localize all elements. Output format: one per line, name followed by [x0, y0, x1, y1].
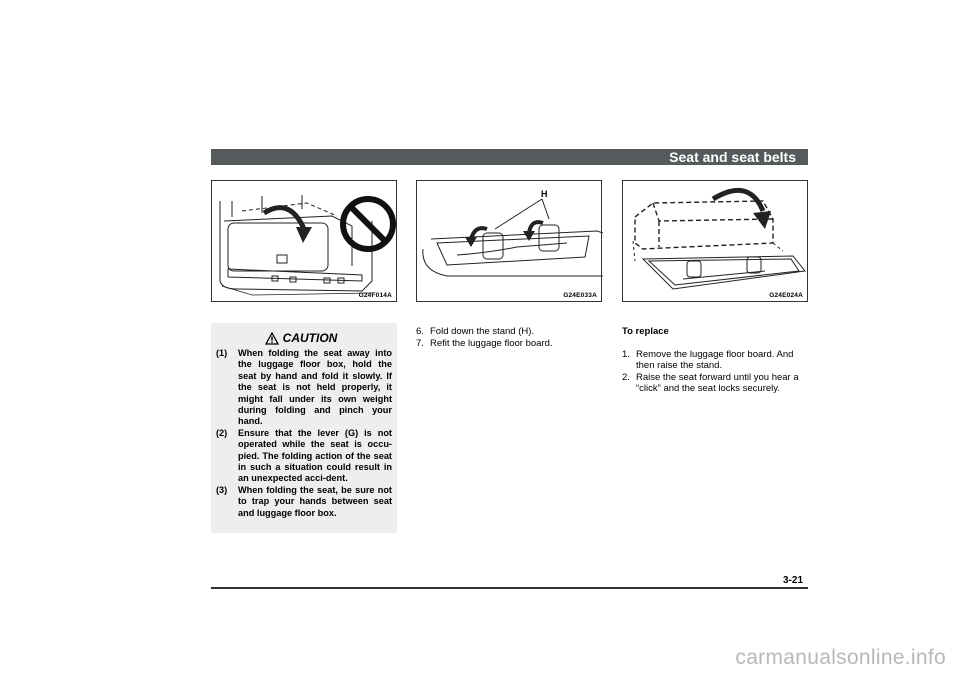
caution-item-number: (1) [216, 348, 228, 358]
fold-seat-illustration [212, 181, 398, 303]
step-number: 2. [622, 371, 630, 383]
step-number: 6. [416, 326, 424, 337]
watermark-link[interactable]: carmanualsonline.info [735, 646, 946, 669]
step-item [416, 326, 602, 338]
step-text: Remove the luggage floor board. And then raise the stand. [636, 348, 794, 372]
replace-heading: To replace [622, 326, 669, 337]
footer-rule [211, 587, 808, 589]
figure-code: G24E033A [563, 292, 597, 299]
caution-list [216, 348, 392, 519]
caution-item [216, 428, 392, 485]
caution-item [216, 485, 392, 519]
step-list [416, 326, 602, 349]
caution-title: CAUTION [282, 331, 338, 345]
caution-header [210, 331, 392, 345]
figure-fold-seat-prohibited [211, 180, 397, 302]
step-item [622, 349, 812, 372]
fold-stand-instructions [416, 326, 602, 349]
step-item [416, 338, 602, 350]
stand-illustration [417, 181, 603, 303]
step-item [622, 372, 812, 395]
figure-code: G24E024A [769, 292, 803, 299]
step-text: Refit the luggage floor board. [430, 337, 553, 349]
caution-box [211, 323, 397, 533]
page-number: 3-21 [783, 575, 804, 586]
step-text: Raise the seat forward until you hear a “click” and the seat locks securely. [636, 371, 799, 395]
step-number: 1. [622, 348, 630, 360]
replace-instructions [622, 326, 812, 395]
warning-triangle-icon [265, 332, 279, 345]
caution-item-text: When folding the seat, be sure not to trap your hands between seat and luggage floor box. [238, 484, 392, 518]
caution-item-text: When folding the seat away into the luggage floor box, hold the seat by hand and fold it slowly. If the seat is not held properly, it might fall under its own weight during folding and pinch your hand. [238, 348, 392, 427]
caution-item [216, 348, 392, 428]
figure-fold-down-stand [416, 180, 602, 302]
figure-code: G24F014A [358, 292, 392, 299]
raise-seat-illustration [623, 181, 809, 303]
step-number: 7. [416, 337, 424, 349]
figure-raise-seat [622, 180, 808, 302]
stand-label: H [541, 189, 548, 199]
step-text: Fold down the stand (H). [430, 326, 535, 337]
step-list [622, 349, 812, 395]
section-title: Seat and seat belts [669, 149, 796, 165]
caution-item-number: (3) [216, 484, 228, 495]
caution-item-text: Ensure that the lever (G) is not operated while the seat is occu-pied. The folding action of the seat in such a situation could result in an unexpected acci-dent. [238, 427, 392, 484]
caution-item-number: (2) [216, 427, 228, 438]
section-header-bar [211, 149, 808, 165]
